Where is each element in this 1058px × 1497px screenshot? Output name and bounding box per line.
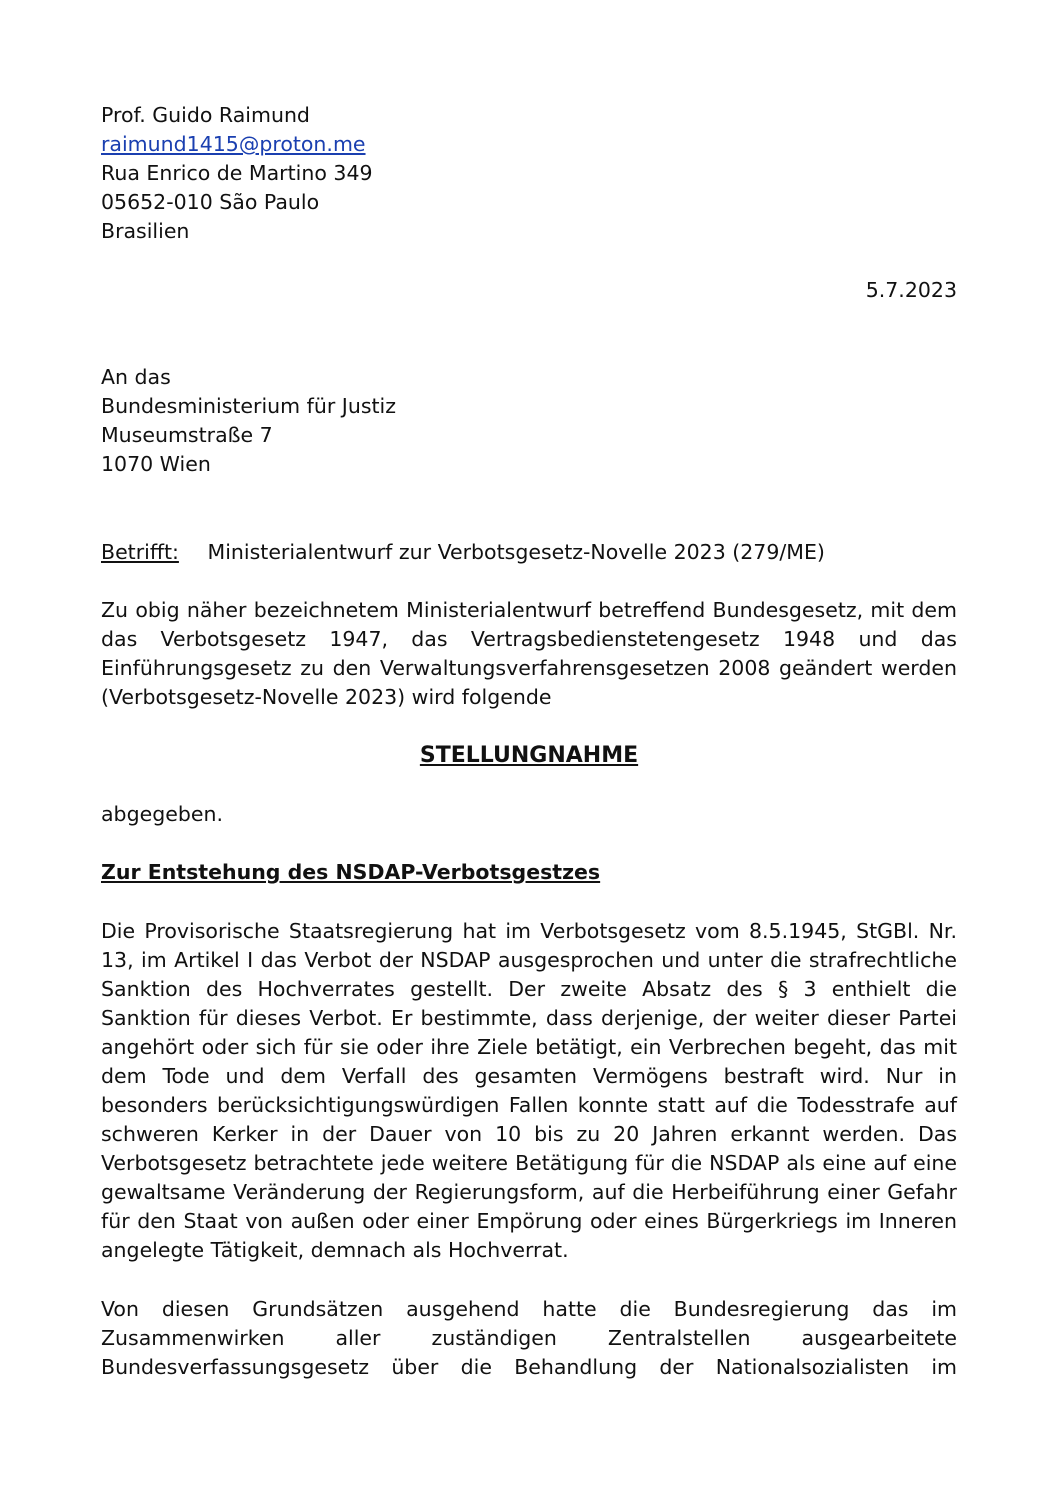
body-paragraph-2 [101,1295,957,1382]
paragraph-line: Bundesverfassungsgesetz über die Behandlung der Nationalsozialisten im [101,1355,957,1379]
abgegeben-text: abgegeben. [101,802,223,826]
recipient-line-1: An das [101,365,171,389]
recipient-block [101,363,957,479]
paragraph-line: Zusammenwirken aller zuständigen Zentralstellen ausgearbeitete [101,1326,957,1350]
paragraph-line: gewaltsame Veränderung der Regierungsform, auf die Herbeiführung einer Gefahr [101,1180,957,1204]
sender-city: 05652-010 São Paulo [101,190,320,214]
paragraph-line: Sanktion für dieses Verbot. Er bestimmte, dass derjenige, der weiter dieser Partei [101,1006,957,1030]
paragraph-line: Die Provisorische Staatsregierung hat im Verbotsgesetz vom 8.5.1945, StGBl. Nr. [101,919,957,943]
paragraph-line: angehört oder sich für sie oder ihre Ziele betätigt, ein Verbrechen begeht, das mit [101,1035,957,1059]
paragraph-line: für den Staat von außen oder einer Empörung oder eines Bürgerkriegs im Inneren [101,1209,957,1233]
intro-paragraph [101,596,957,712]
intro-line: Zu obig näher bezeichnetem Ministerialentwurf betreffend Bundesgesetz, mit dem [101,598,957,622]
intro-line: (Verbotsgesetz-Novelle 2023) wird folgende [101,685,552,709]
sender-country: Brasilien [101,219,190,243]
subject-text: Ministerialentwurf zur Verbotsgesetz-Novelle 2023 (279/ME) [207,540,825,564]
sender-email-link[interactable]: raimund1415@proton.me [101,132,366,156]
paragraph-line: Verbotsgesetz betrachtete jede weitere Betätigung für die NSDAP als eine auf eine [101,1151,957,1175]
sender-name: Prof. Guido Raimund [101,103,310,127]
paragraph-line: Sanktion des Hochverrates gestellt. Der zweite Absatz des § 3 enthielt die [101,977,957,1001]
paragraph-line: dem Tode und dem Verfall des gesamten Vermögens bestraft wird. Nur in [101,1064,957,1088]
recipient-line-3: Museumstraße 7 [101,423,273,447]
sender-street: Rua Enrico de Martino 349 [101,161,373,185]
subject-line [101,538,957,567]
intro-line: das Verbotsgesetz 1947, das Vertragsbedienstetengesetz 1948 und das [101,627,957,651]
paragraph-line: schweren Kerker in der Dauer von 10 bis zu 20 Jahren erkannt werden. Das [101,1122,957,1146]
paragraph-line: Von diesen Grundsätzen ausgehend hatte die Bundesregierung das im [101,1297,957,1321]
recipient-line-4: 1070 Wien [101,452,211,476]
paragraph-line: besonders berücksichtigungswürdigen Fallen konnte statt auf die Todesstrafe auf [101,1093,957,1117]
subject-label: Betrifft: [101,540,179,564]
intro-line: Einführungsgesetz zu den Verwaltungsverfahrensgesetzen 2008 geändert werden [101,656,957,680]
recipient-line-2: Bundesministerium für Justiz [101,394,397,418]
paragraph-line: angelegte Tätigkeit, demnach als Hochverrat. [101,1238,569,1262]
body-paragraph-1 [101,917,957,1265]
section-heading: Zur Entstehung des NSDAP-Verbotsgestzes [101,860,601,884]
document-title: STELLUNGNAHME [419,743,639,768]
paragraph-line: 13, im Artikel I das Verbot der NSDAP ausgesprochen und unter die strafrechtliche [101,948,957,972]
letter-date: 5.7.2023 [865,278,957,302]
sender-block [101,101,957,246]
